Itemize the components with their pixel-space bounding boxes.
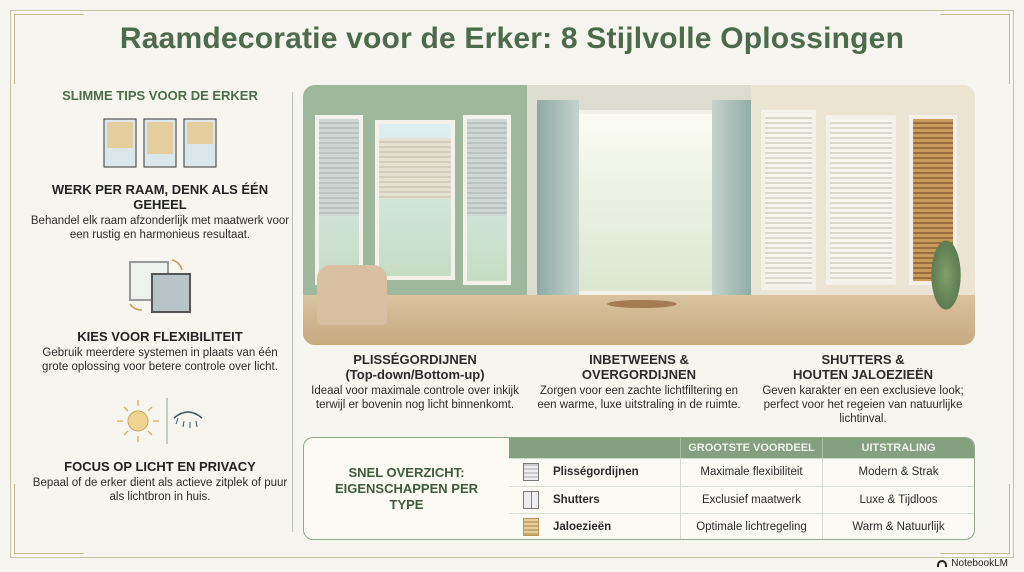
type-cell: Plisségordijnen xyxy=(553,466,639,479)
header-cell: UITSTRALING xyxy=(861,442,936,454)
advantage-cell: Maximale flexibiliteit xyxy=(681,459,823,486)
section-text: Zorgen voor een zachte lichtfiltering en een warme, luxe uitstraling in de ruimte. xyxy=(537,385,741,411)
tip-item xyxy=(30,396,290,504)
section-text: Ideaal voor maximale controle over inkijk terwijl er bovenin nog licht binnenkomt. xyxy=(311,385,519,411)
section-title: SHUTTERS & xyxy=(821,352,905,367)
notebooklm-brand xyxy=(937,558,1008,569)
tips-column xyxy=(30,88,290,504)
tip-text: Gebruik meerdere systemen in plaats van één grote oplossing voor betere controle over licht. xyxy=(42,347,278,373)
shutters-scene xyxy=(751,85,975,345)
window-blinds-icon xyxy=(100,117,220,169)
header-cell: GROOTSTE VOORDEEL xyxy=(681,438,823,458)
pleated-blinds-scene xyxy=(303,85,527,345)
table-row xyxy=(509,458,974,486)
look-cell: Luxe & Tijdloos xyxy=(859,493,938,506)
page-title: Raamdecoratie voor de Erker: 8 Stijlvolle Oplossingen xyxy=(119,22,905,55)
look-cell: Warm & Natuurlijk xyxy=(852,521,945,534)
table-row xyxy=(509,486,974,514)
notebooklm-logo-icon xyxy=(937,560,947,567)
bay-window-illustration xyxy=(303,85,975,345)
section-title: PLISSÉGORDIJNEN xyxy=(353,352,477,367)
column-divider xyxy=(292,92,293,532)
section-shutters xyxy=(751,352,975,426)
type-cell: Shutters xyxy=(553,493,600,506)
tip-title: FOCUS OP LICHT EN PRIVACY xyxy=(64,459,256,474)
advantage-cell: Exclusief maatwerk xyxy=(681,487,823,514)
section-curtains xyxy=(527,352,751,412)
section-text: Geven karakter en een exclusieve look; perfect voor het regeien van natuurlijke lichtinval. xyxy=(762,385,964,425)
tip-text: Bepaal of de erker dient als actieve zitplek of puur als lichtbron in huis. xyxy=(32,477,288,503)
tip-item xyxy=(30,117,290,242)
type-cell: Jaloezieën xyxy=(553,521,612,534)
tip-title: WERK PER RAAM, DENK ALS ÉÉN GEHEEL xyxy=(51,182,269,212)
look-cell: Modern & Strak xyxy=(858,466,939,479)
section-title: INBETWEENS & xyxy=(589,352,689,367)
tips-heading: SLIMME TIPS VOOR DE ERKER xyxy=(62,88,258,103)
curtains-scene xyxy=(527,85,751,345)
brand-label: NotebookLM xyxy=(951,558,1008,569)
overview-table xyxy=(303,437,975,540)
shutter-icon xyxy=(523,491,539,509)
table-label: SNEL OVERZICHT: EIGENSCHAPPEN PER TYPE xyxy=(334,464,479,512)
pleated-blind-icon xyxy=(523,463,539,481)
venetian-blind-icon xyxy=(523,518,539,536)
tip-text: Behandel elk raam afzonderlijk met maatwerk voor een rustig en harmonieus resultaat. xyxy=(30,215,290,241)
tip-item xyxy=(30,256,290,374)
header-cell xyxy=(509,438,681,458)
table-row xyxy=(509,513,974,540)
swap-windows-icon xyxy=(120,256,200,316)
tip-title: KIES VOOR FLEXIBILITEIT xyxy=(77,329,243,344)
sun-eye-icon xyxy=(110,396,210,446)
section-pleated-blinds xyxy=(303,352,527,412)
table-header xyxy=(509,438,974,458)
section-subtitle: OVERGORDIJNEN xyxy=(581,367,697,382)
section-subtitle: HOUTEN JALOEZIEËN xyxy=(792,367,934,382)
section-subtitle: (Top-down/Bottom-up) xyxy=(345,367,485,382)
advantage-cell: Optimale lichtregeling xyxy=(681,514,823,540)
